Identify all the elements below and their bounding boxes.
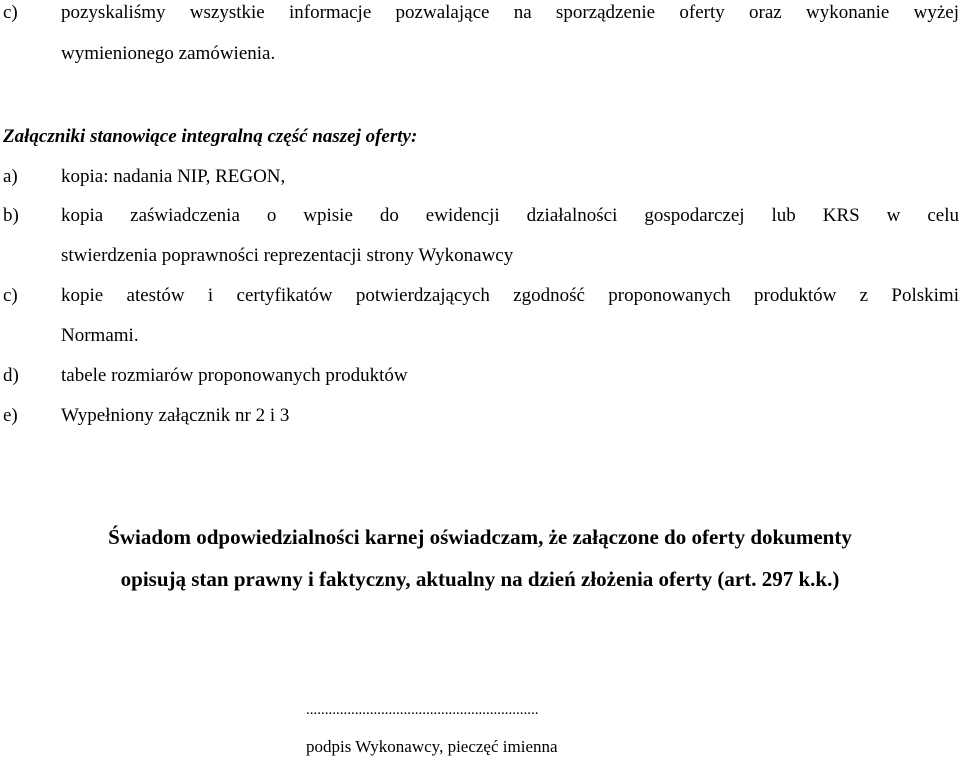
list-item-line: pozyskaliśmy wszystkie informacje pozwalające na sporządzenie oferty oraz wykonanie wyżej: [61, 2, 959, 23]
signature-dotted-line: ..............................................................: [306, 702, 539, 718]
list-item-line: wymienionego zamówienia.: [61, 43, 276, 64]
list-marker: c): [3, 285, 18, 306]
list-item-line: tabele rozmiarów proponowanych produktów: [61, 365, 408, 386]
signature-caption: podpis Wykonawcy, pieczęć imienna: [306, 737, 558, 756]
list-item-line: Wypełniony załącznik nr 2 i 3: [61, 405, 290, 426]
declaration-line: Świadom odpowiedzialności karnej oświadczam, że załączone do oferty dokumenty: [108, 525, 852, 549]
list-marker: c): [3, 2, 18, 23]
list-marker: a): [3, 166, 18, 187]
attachments-heading: Załączniki stanowiące integralną część naszej oferty:: [3, 126, 418, 147]
list-marker: e): [3, 405, 18, 426]
declaration-line: opisują stan prawny i faktyczny, aktualny na dzień złożenia oferty (art. 297 k.k.): [120, 567, 840, 591]
list-item-line: kopie atestów i certyfikatów potwierdzających zgodność proponowanych produktów z Polskimi: [61, 285, 959, 306]
list-item-line: kopia zaświadczenia o wpisie do ewidencji działalności gospodarczej lub KRS w celu: [61, 205, 959, 226]
list-marker: d): [3, 365, 19, 386]
list-marker: b): [3, 205, 19, 226]
list-item-line: stwierdzenia poprawności reprezentacji strony Wykonawcy: [61, 245, 514, 266]
list-item-line: Normami.: [61, 325, 139, 346]
list-item-line: kopia: nadania NIP, REGON,: [61, 166, 286, 187]
